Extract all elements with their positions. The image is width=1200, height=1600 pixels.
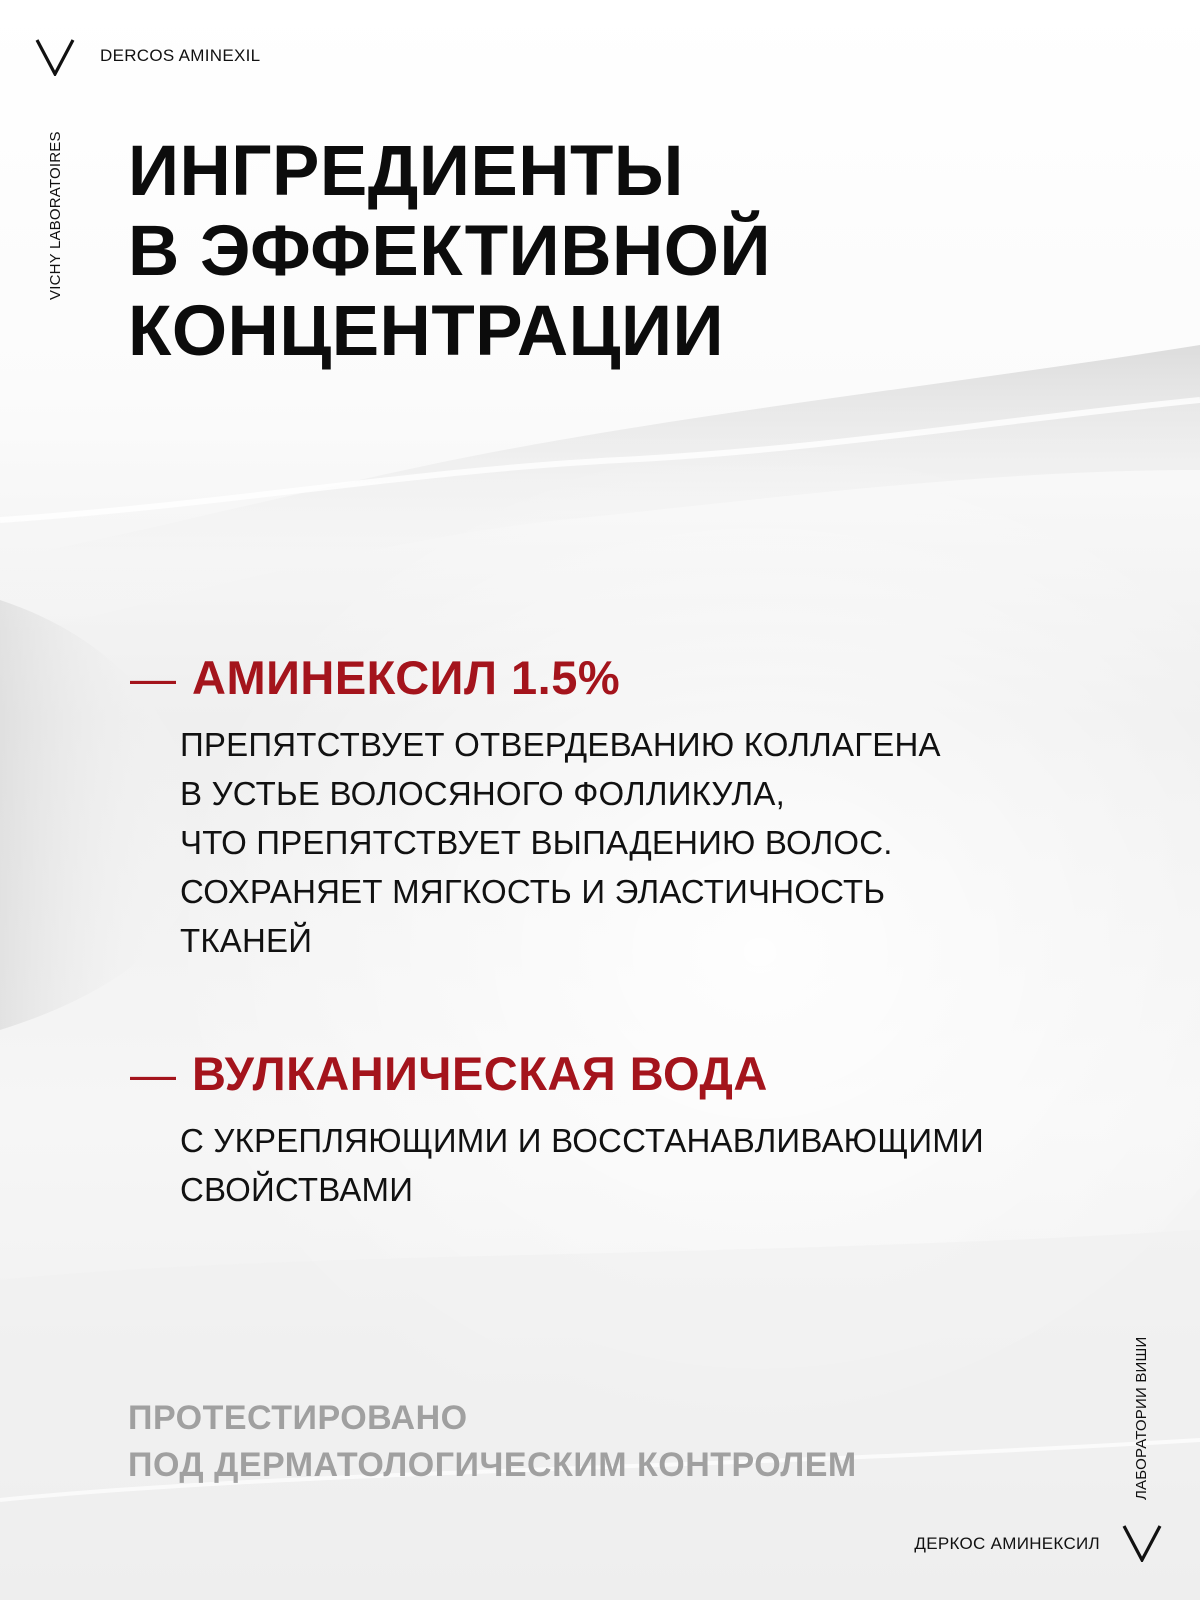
dash-bullet: —	[130, 652, 176, 704]
description-line: В УСТЬЕ ВОЛОСЯНОГО ФОЛЛИКУЛА,	[180, 775, 785, 812]
ingredient-description	[180, 720, 941, 965]
ingredient-description	[180, 1116, 984, 1214]
ingredient-name: АМИНЕКСИЛ 1.5%	[192, 651, 621, 704]
headline-line: ИНГРЕДИЕНТЫ	[128, 132, 684, 211]
product-name-footer: ДЕРКОС АМИНЕКСИЛ	[914, 1534, 1100, 1553]
page-headline	[128, 132, 771, 372]
description-line: СОХРАНЯЕТ МЯГКОСТЬ И ЭЛАСТИЧНОСТЬ	[180, 873, 886, 910]
headline-line: КОНЦЕНТРАЦИИ	[128, 292, 725, 371]
ingredient-volcanic-water	[130, 1046, 984, 1214]
brand-vertical-label	[47, 100, 67, 300]
headline-line: В ЭФФЕКТИВНОЙ	[128, 212, 772, 291]
tested-line: ПРОТЕСТИРОВАНО	[128, 1399, 468, 1437]
ingredient-title	[130, 650, 941, 706]
brand-vertical-text: ЛАБОРАТОРИИ ВИШИ	[1133, 1336, 1150, 1500]
vichy-logo-icon	[35, 36, 75, 76]
description-line: СВОЙСТВАМИ	[180, 1171, 414, 1208]
description-line: ТКАНЕЙ	[180, 922, 313, 959]
tested-line: ПОД ДЕРМАТОЛОГИЧЕСКИМ КОНТРОЛЕМ	[128, 1446, 857, 1484]
dermatologically-tested-note	[128, 1395, 857, 1489]
ingredient-name: ВУЛКАНИЧЕСКАЯ ВОДА	[192, 1047, 768, 1100]
ingredient-aminexil	[130, 650, 941, 965]
product-name-header: DERCOS AMINEXIL	[100, 46, 261, 65]
dash-bullet: —	[130, 1048, 176, 1100]
vichy-logo-icon	[1122, 1522, 1162, 1562]
brand-vertical-label-ru	[1133, 1305, 1153, 1500]
ingredient-title	[130, 1046, 984, 1102]
description-line: С УКРЕПЛЯЮЩИМИ И ВОССТАНАВЛИВАЮЩИМИ	[180, 1122, 984, 1159]
description-line: ЧТО ПРЕПЯТСТВУЕТ ВЫПАДЕНИЮ ВОЛОС.	[180, 824, 893, 861]
description-line: ПРЕПЯТСТВУЕТ ОТВЕРДЕВАНИЮ КОЛЛАГЕНА	[180, 726, 941, 763]
brand-vertical-text: VICHY LABORATOIRES	[47, 131, 64, 300]
